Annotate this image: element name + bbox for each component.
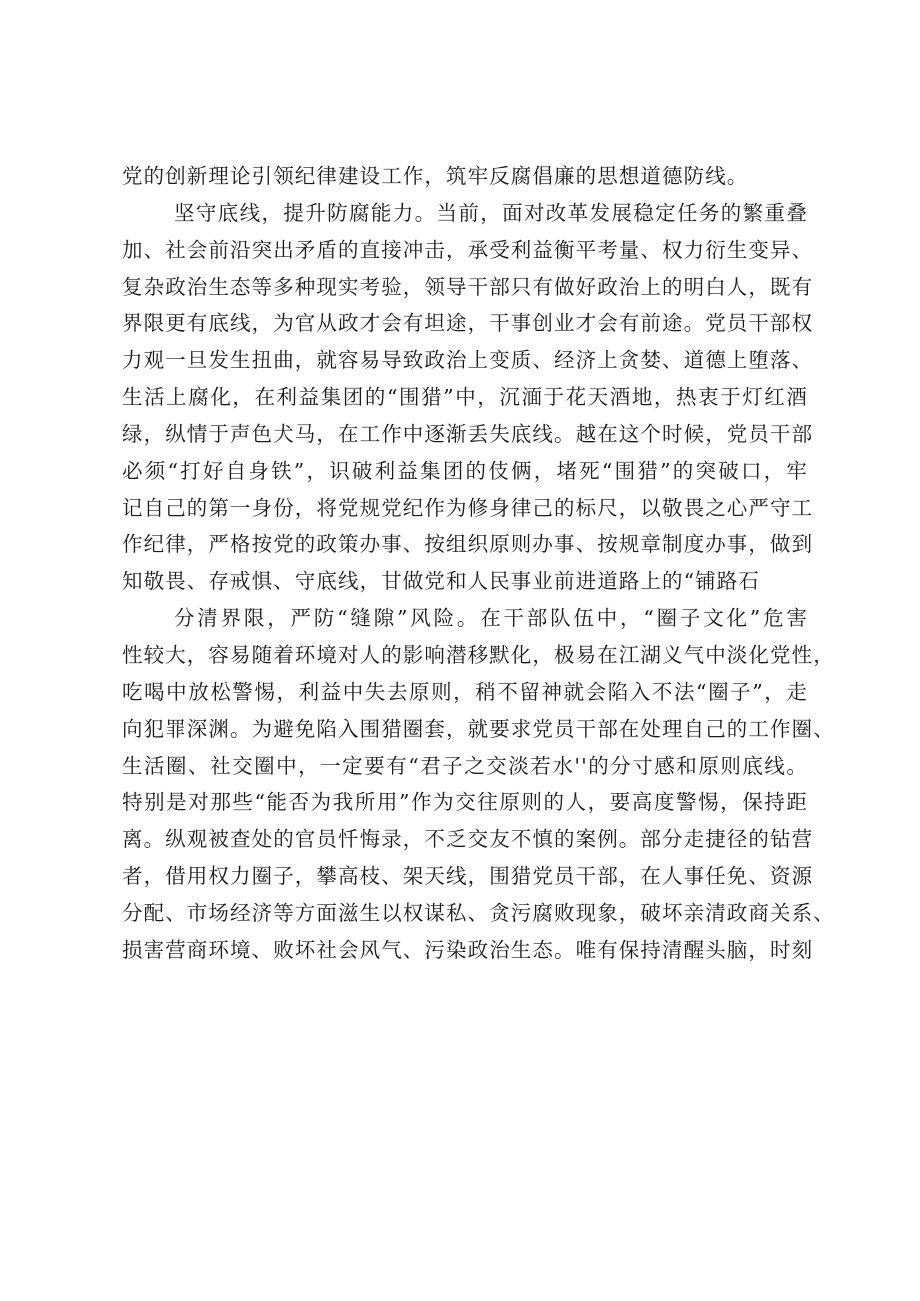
text-line: 吃喝中放松警惕，利益中失去原则，稍不留神就会陷入不法“圈子”，走 [122, 679, 808, 704]
text-line: 分配、市场经济等方面滋生以权谋私、贪污腐败现象，破坏亲清政商关系、 [122, 900, 835, 925]
text-line: 特别是对那些“能否为我所用”作为交往原则的人，要高度警惕，保持距 [122, 790, 808, 815]
text-line: 性较大，容易随着环境对人的影响潜移默化，极易在江湖义气中淡化党性， [122, 642, 835, 667]
text-line: 者，借用权力圈子，攀高枝、架天线，围猎党员干部，在人事任免、资源 [122, 864, 814, 889]
paragraph-start-line: 坚守底线，提升防腐能力。当前，面对改革发展稳定任务的繁重叠 [174, 200, 808, 225]
text-line: 离。纵观被查处的官员忏悔录，不乏交友不慎的案例。部分走捷径的钻营 [122, 827, 814, 852]
text-line: 加、社会前沿突出矛盾的直接冲击，承受利益衡平考量、权力衍生变异、 [122, 237, 814, 262]
text-line: 界限更有底线，为官从政才会有坦途，干事创业才会有前途。党员干部权 [122, 311, 814, 336]
document-body [122, 158, 835, 969]
text-line: 作纪律，严格按党的政策办事、按组织原则办事、按规章制度办事，做到 [122, 532, 814, 557]
paragraph-end-line: 知敬畏、存戒惧、守底线，甘做党和人民事业前进道路上的“铺路石 [122, 569, 760, 594]
text-line: 必须“打好自身铁”，识破利益集团的伎俩，堵死“围猎”的突破口，牢 [122, 458, 808, 483]
text-line: 绿，纵情于声色犬马，在工作中逐渐丢失底线。越在这个时候，党员干部 [122, 421, 814, 446]
text-line: 党的创新理论引领纪律建设工作，筑牢反腐倡廉的思想道德防线。 [122, 164, 749, 188]
text-line: 力观一旦发生扭曲，就容易导致政治上变质、经济上贪婪、道德上堕落、 [122, 348, 814, 373]
text-line: 生活上腐化，在利益集团的“围猎”中，沉湎于花天酒地，热衷于灯红酒 [122, 385, 808, 410]
paragraph-start-line: 分清界限，严防“缝隙”风险。在干部队伍中，“圈子文化”危害 [174, 606, 808, 631]
text-line: 记自己的第一身份，将党规党纪作为修身律己的标尺，以敬畏之心严守工 [122, 495, 814, 520]
text-line: 生活圈、社交圈中，一定要有“君子之交淡若水''的分寸感和原则底线。 [122, 753, 808, 778]
text-line: 向犯罪深渊。为避免陷入围猎圈套，就要求党员干部在处理自己的工作圈、 [122, 716, 835, 741]
text-line: 损害营商环境、败坏社会风气、污染政治生态。唯有保持清醒头脑，时刻 [122, 937, 814, 962]
text-line: 复杂政治生态等多种现实考验，领导干部只有做好政治上的明白人，既有 [122, 274, 814, 299]
